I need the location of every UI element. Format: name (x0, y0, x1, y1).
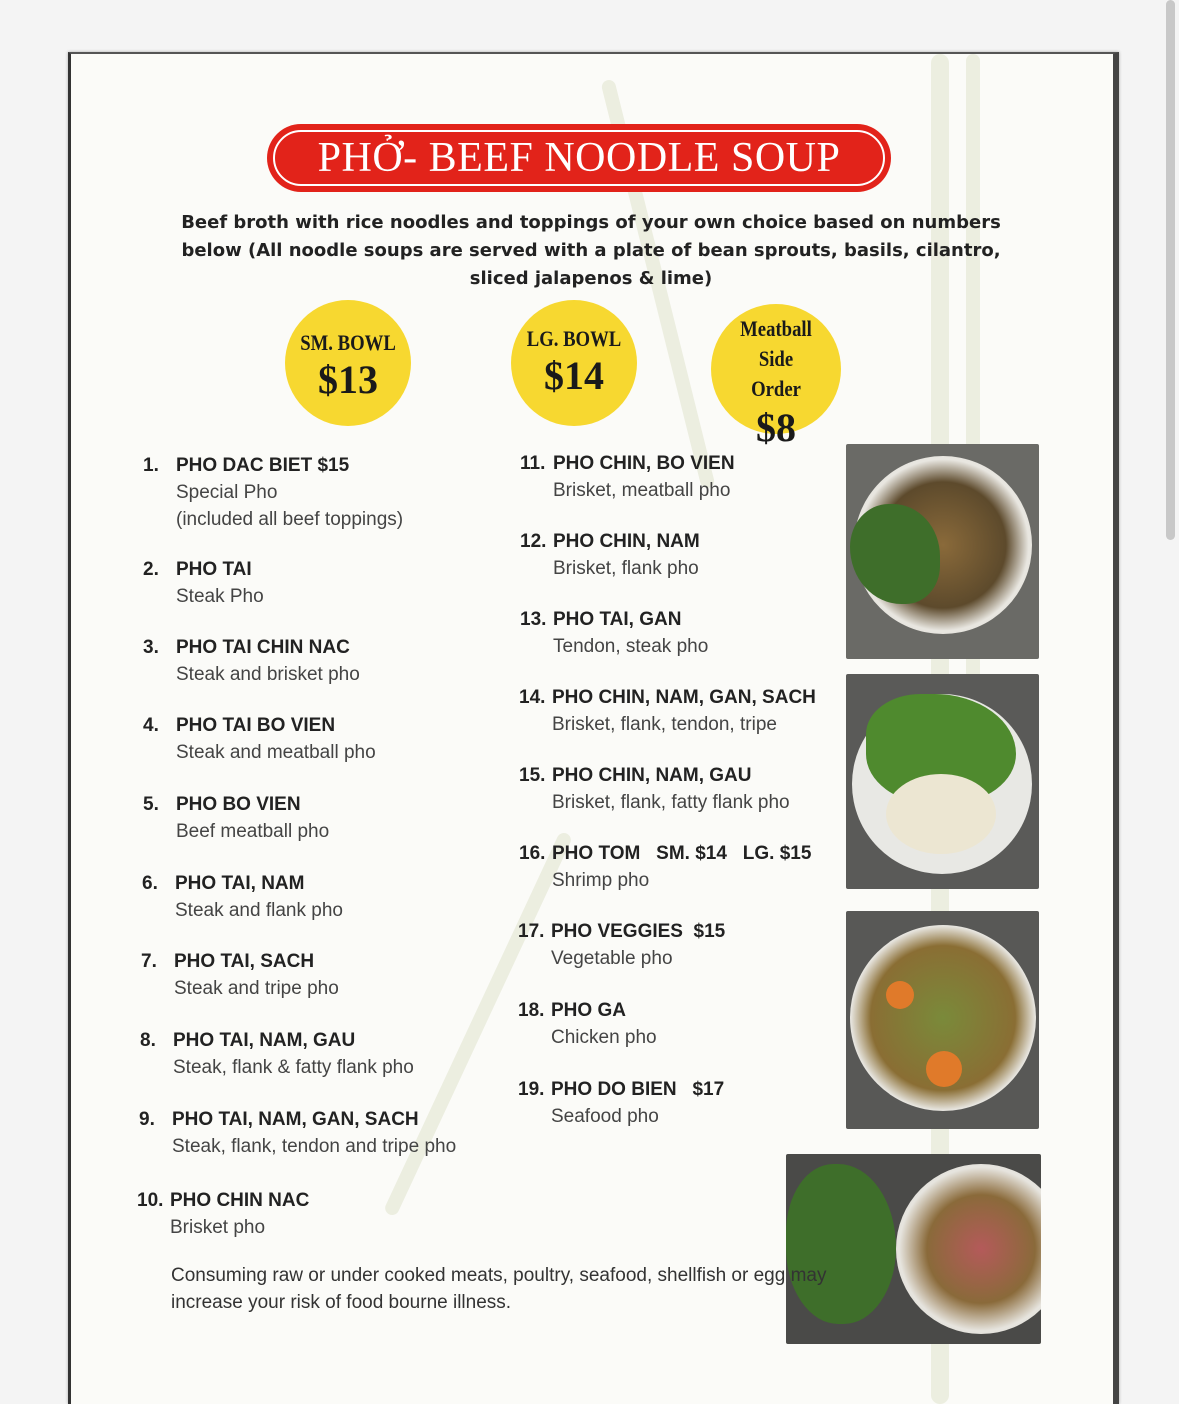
item-desc: Steak and brisket pho (176, 664, 360, 685)
item-name: PHO TOM SM. $14 LG. $15 (552, 843, 812, 864)
menu-item: 15. PHO CHIN, NAM, GAU Brisket, flank, fatty flank pho (519, 762, 790, 816)
size-label: SM. BOWL (300, 330, 396, 355)
item-name: PHO TAI, GAN (553, 609, 682, 630)
item-name: PHO TAI, NAM, GAN, SACH (172, 1109, 419, 1130)
item-desc: Seafood pho (551, 1106, 659, 1127)
menu-title-banner (267, 124, 891, 192)
item-desc: Steak and tripe pho (174, 978, 339, 999)
item-desc: Brisket, flank pho (553, 558, 699, 579)
item-name: PHO DAC BIET $15 (176, 455, 350, 476)
item-desc: Tendon, steak pho (553, 636, 709, 657)
item-desc: Steak and flank pho (175, 900, 343, 921)
size-large-badge (511, 300, 637, 426)
item-name: PHO DO BIEN $17 (551, 1079, 725, 1100)
item-desc: Special Pho (176, 482, 278, 503)
herb-plate-photo (846, 674, 1039, 889)
item-name: PHO CHIN, NAM (553, 531, 700, 552)
menu-item: 12. PHO CHIN, NAM Brisket, flank pho (520, 528, 700, 582)
menu-item: 7. PHO TAI, SACH Steak and tripe pho (141, 948, 339, 1002)
menu-item: 2. PHO TAI Steak Pho (143, 556, 264, 610)
item-desc: Steak Pho (176, 586, 264, 607)
item-name: PHO CHIN, BO VIEN (553, 453, 735, 474)
item-name: PHO TAI, NAM (175, 873, 305, 894)
item-desc: Brisket pho (170, 1217, 266, 1238)
item-desc: Brisket, flank, tendon, tripe (552, 714, 777, 735)
item-desc: Brisket, flank, fatty flank pho (552, 792, 790, 813)
item-name: PHO GA (551, 1000, 626, 1021)
item-name: PHO CHIN, NAM, GAN, SACH (552, 687, 816, 708)
size-small-badge (285, 300, 411, 426)
item-desc: Beef meatball pho (176, 821, 330, 842)
item-name: PHO TAI CHIN NAC (176, 637, 350, 658)
item-desc: Brisket, meatball pho (553, 480, 731, 501)
scrollbar-thumb[interactable] (1166, 0, 1175, 540)
item-desc: Vegetable pho (551, 948, 673, 969)
menu-item: 1. PHO DAC BIET $15 Special Pho (included all beef toppings) (143, 452, 403, 533)
menu-item: 4. PHO TAI BO VIEN Steak and meatball pho (143, 712, 376, 766)
menu-item: 8. PHO TAI, NAM, GAU Steak, flank & fatty flank pho (140, 1027, 414, 1081)
menu-item: 18. PHO GA Chicken pho (518, 997, 657, 1051)
item-name: PHO TAI, SACH (174, 951, 315, 972)
item-name: PHO CHIN, NAM, GAU (552, 765, 752, 786)
item-desc: Shrimp pho (552, 870, 650, 891)
item-desc: Steak, flank & fatty flank pho (173, 1057, 414, 1078)
menu-item: 10. PHO CHIN NAC Brisket pho (137, 1187, 309, 1241)
menu-item: 6. PHO TAI, NAM Steak and flank pho (142, 870, 343, 924)
menu-page (68, 52, 1119, 1404)
item-desc: Chicken pho (551, 1027, 657, 1048)
item-name: PHO TAI BO VIEN (176, 715, 336, 736)
menu-item: 14. PHO CHIN, NAM, GAN, SACH Brisket, flank, tendon, tripe (519, 684, 816, 738)
menu-item: 9. PHO TAI, NAM, GAN, SACH Steak, flank, tendon and tripe pho (139, 1106, 456, 1160)
item-desc: Steak, flank, tendon and tripe pho (172, 1136, 457, 1157)
food-safety-warning: Consuming raw or under cooked meats, poultry, seafood, shellfish or egg may increase your risk of food bourne illness. (171, 1265, 827, 1313)
item-name: PHO BO VIEN (176, 794, 301, 815)
veggie-pho-photo (846, 911, 1039, 1129)
item-name: PHO TAI (176, 559, 252, 580)
menu-item: 11. PHO CHIN, BO VIEN Brisket, meatball pho (520, 450, 735, 504)
menu-title: PHỞ- BEEF NOODLE SOUP (317, 135, 841, 181)
item-name: PHO TAI, NAM, GAU (173, 1030, 356, 1051)
size-label: Meatball Side Order (740, 316, 812, 401)
menu-item: 3. PHO TAI CHIN NAC Steak and brisket pho (143, 634, 360, 688)
size-price: $13 (318, 357, 378, 402)
menu-item: 5. PHO BO VIEN Beef meatball pho (143, 791, 329, 845)
item-desc: Steak and meatball pho (176, 742, 376, 763)
size-price: $14 (544, 353, 604, 398)
size-price: $8 (756, 405, 796, 450)
menu-item: 13. PHO TAI, GAN Tendon, steak pho (520, 606, 708, 660)
menu-item: 17. PHO VEGGIES $15 Vegetable pho (518, 918, 725, 972)
meatball-side-badge (711, 304, 841, 450)
pho-photo (846, 444, 1039, 659)
menu-intro: Beef broth with rice noodles and toppings of your own choice based on numbers below (All noodle soups are served with a plate of bean sprouts, basils, cilantro, sliced jalapenos & lime) (181, 212, 1001, 289)
size-label: LG. BOWL (526, 326, 622, 351)
item-name: PHO CHIN NAC (170, 1190, 310, 1211)
menu-item: 16. PHO TOM SM. $14 LG. $15 Shrimp pho (519, 840, 811, 894)
item-desc-note: (included all beef toppings) (176, 509, 404, 530)
menu-item: 19. PHO DO BIEN $17 Seafood pho (518, 1076, 724, 1130)
item-name: PHO VEGGIES $15 (551, 921, 726, 942)
